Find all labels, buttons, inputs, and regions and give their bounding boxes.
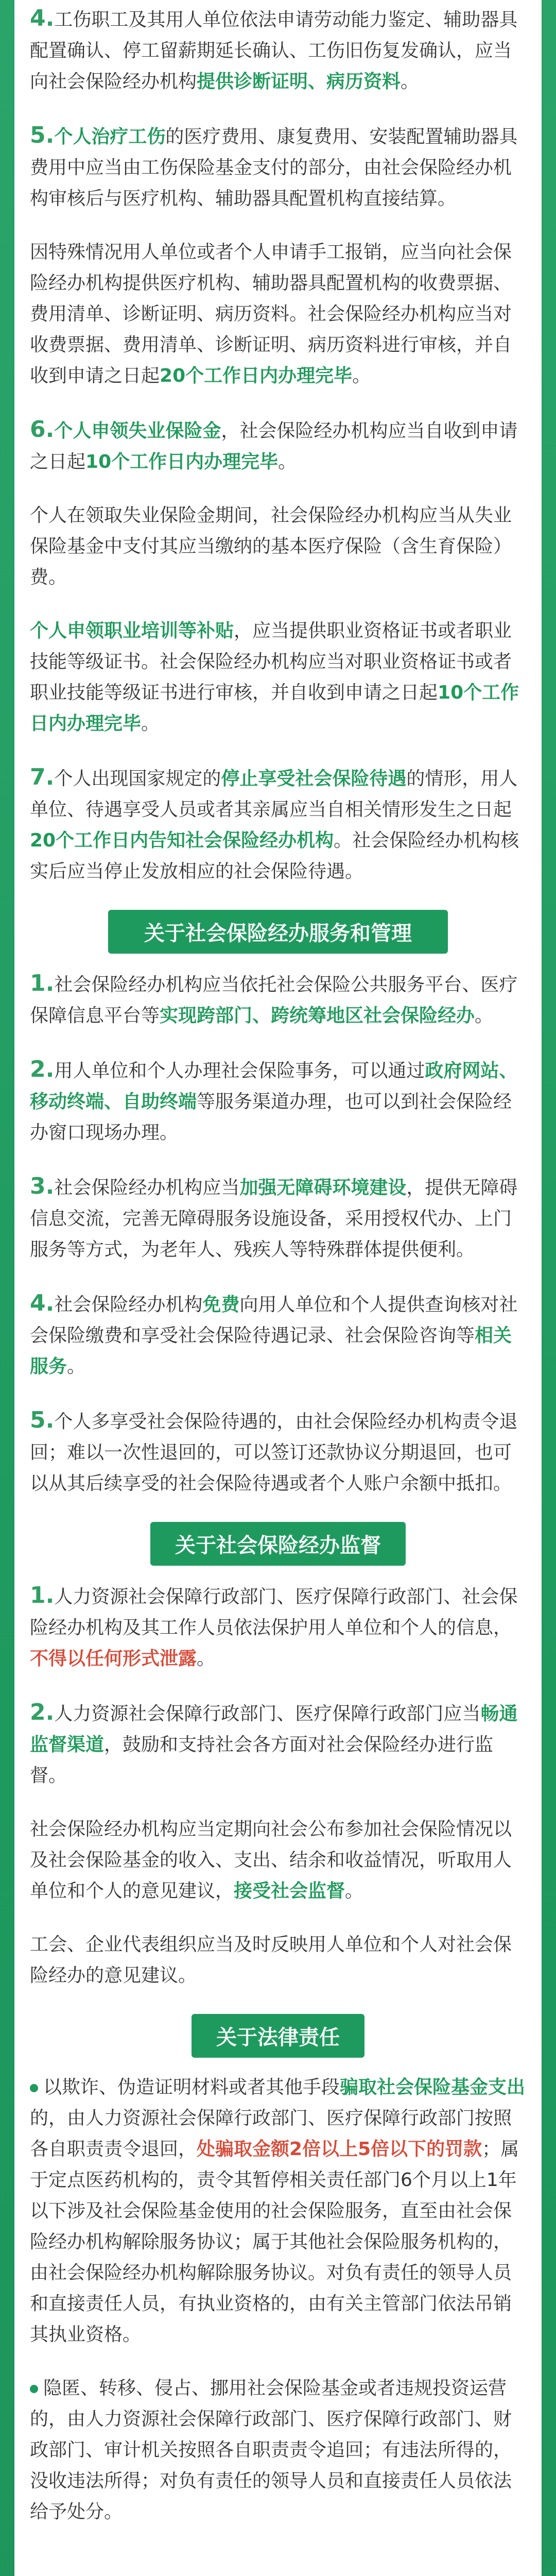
body-text: 。 <box>345 1880 364 1902</box>
highlight-text: 10个工作日内办理完毕 <box>85 451 279 472</box>
numbered-item <box>30 1171 526 1265</box>
highlight-text: 提供诊断证明、病历资料 <box>197 71 401 92</box>
body-text: 人力资源社会保障行政部门、医疗保障行政部门应当 <box>54 1703 481 1724</box>
item-number: 2. <box>30 1056 55 1082</box>
item-number: 7. <box>30 764 55 790</box>
numbered-item <box>30 1697 526 1791</box>
numbered-item <box>30 120 526 214</box>
paragraph <box>30 1929 526 1991</box>
body-text: 个人在领取失业保险金期间，社会保险经办机构应当从失业保险基金中支付其应当缴纳的基本医疗保险（含生育保险）费。 <box>30 505 512 588</box>
numbered-item <box>30 762 526 887</box>
body-text: 工伤职工及其用人单位依法申请劳动能力鉴定、辅助器具配置确认、停工留薪期延长确认、工伤旧伤复发确认，应当向社会保险经办机构 <box>30 9 518 92</box>
highlight-text: 加强无障碍环境建设 <box>239 1177 407 1198</box>
numbered-item <box>30 1054 526 1148</box>
item-number: 2. <box>30 1699 55 1725</box>
body-text: 社会保险经办机构应当定期向社会公布参加社会保险情况以及社会保险基金的收入、支出、结余和收益情况，听取用人单位和个人的意见建议， <box>30 1819 512 1902</box>
highlight-text: 停止享受社会保险待遇 <box>221 768 407 789</box>
highlight-text: 实现跨部门、跨统筹地区社会保险经办 <box>160 1005 475 1026</box>
item-number: 4. <box>30 1290 55 1316</box>
body-text: ，提供无障碍信息交流，完善无障碍服务设施设备，采用授权代办、上门服务等方式，为老年人、残疾人等特殊群体提供便利。 <box>30 1177 518 1260</box>
paragraph <box>30 500 526 593</box>
highlight-text: 个人治疗工伤 <box>54 126 166 147</box>
body-text: 向用人单位和个人提供查询核对社会保险缴费和享受社会保险待遇记录、社会保险咨询等 <box>30 1294 518 1346</box>
body-text: 。社会保险经办机构核实后应当停止发放相应的社会保险待遇。 <box>30 830 519 882</box>
highlight-text: 不得以任何形式泄露 <box>30 1648 197 1669</box>
item-number: 1. <box>30 1582 55 1608</box>
highlight-text: 20个工作日内告知社会保险经办机构 <box>30 830 334 851</box>
highlight-text: 畅通监督渠道 <box>30 1703 518 1755</box>
highlight-text: 相关服务 <box>30 1325 512 1377</box>
bullet-dot-icon <box>30 2385 38 2393</box>
section-heading-wrap <box>30 910 526 954</box>
body-text: ，鼓励和支持社会各方面对社会保险经办进行监督。 <box>30 1734 494 1786</box>
bullet-dot-icon <box>30 2084 38 2092</box>
body-text: 。 <box>197 1648 216 1669</box>
bullet-item <box>30 2373 526 2528</box>
body-text: ；属于定点医药机构的，责令其暂停相关责任部门6个月以上1年以下涉及社会保险基金使用的社会保险服务，直至由社会保险经办机构解除服务协议；属于其他社会保险服务机构的，由社会保险经办机构解除服务协议。对负有责任的领导人员和直接责任人员，有执业资格的，由有关主管部门依法吊销其执业资格。 <box>30 2139 519 2345</box>
section-heading-wrap <box>30 1522 526 1566</box>
body-text: 以欺诈、伪造证明材料或者其他手段 <box>43 2077 340 2098</box>
body-text: 社会保险经办机构应当 <box>54 1177 240 1198</box>
body-text: 。 <box>67 1356 86 1377</box>
item-number: 5. <box>30 1407 55 1433</box>
highlight-text: 处骗取金额2倍以上5倍以下的罚款 <box>197 2139 482 2160</box>
body-text: 。 <box>352 365 371 386</box>
body-text: 工会、企业代表组织应当及时反映用人单位和个人对社会保险经办的意见建议。 <box>30 1934 512 1986</box>
section-heading: 关于社会保险经办服务和管理 <box>108 910 448 954</box>
numbered-item <box>30 968 526 1031</box>
body-text: 社会保险经办机构应当依托社会保险公共服务平台、医疗保障信息平台等 <box>30 974 518 1026</box>
body-text: ，社会保险经办机构应当自收到申请之日起 <box>30 420 518 472</box>
body-text: 的医疗费用、康复费用、安装配置辅助器具费用中应当由工伤保险基金支付的部分，由社会保险经办机构审核后与医疗机构、辅助器具配置机构直接结算。 <box>30 126 518 209</box>
highlight-text: 个人申领职业培训等补贴 <box>30 620 234 641</box>
body-text: 个人出现国家规定的 <box>54 768 221 789</box>
paragraph <box>30 237 526 392</box>
body-text: 的，由人力资源社会保障行政部门、医疗保障行政部门按照各自职责责令退回， <box>30 2108 512 2160</box>
body-text: 用人单位和个人办理社会保险事务，可以通过 <box>54 1060 425 1081</box>
highlight-text: 20个工作日内办理完毕 <box>160 365 353 386</box>
item-number: 1. <box>30 970 55 996</box>
highlight-text: 免费 <box>202 1294 240 1315</box>
body-text: 隐匿、转移、侵占、挪用社会保险基金或者违规投资运营的，由人力资源社会保障行政部门、医疗保障行政部门、财政部门、审计机关按照各自职责责令追回；有违法所得的，没收违法所得；对负有责任的领导人员和直接责任人员依法给予处分。 <box>30 2378 512 2522</box>
item-number: 3. <box>30 1173 55 1199</box>
bullet-item <box>30 2072 526 2350</box>
body-text: 。 <box>278 451 297 472</box>
paragraph <box>30 616 526 739</box>
item-number: 4. <box>30 5 55 31</box>
body-text: 。 <box>401 71 420 92</box>
section-heading-wrap <box>30 2014 526 2058</box>
body-text: 人力资源社会保障行政部门、医疗保障行政部门、社会保险经办机构及其工作人员依法保护用人单位和个人的信息， <box>30 1586 518 1638</box>
numbered-item <box>30 1405 526 1499</box>
numbered-item <box>30 3 526 97</box>
content-body <box>30 3 526 2550</box>
item-number: 6. <box>30 416 55 443</box>
highlight-text: 接受社会监督 <box>234 1880 345 1902</box>
numbered-item <box>30 1288 526 1382</box>
highlight-text: 个人申领失业保险金 <box>54 420 221 442</box>
highlight-text: 10个工作日内办理完毕 <box>30 682 519 734</box>
body-text: 。 <box>475 1005 494 1026</box>
body-text: 因特殊情况用人单位或者个人申请手工报销，应当向社会保险经办机构提供医疗机构、辅助器具配置机构的收费票据、费用清单、诊断证明、病历资料。社会保险经办机构应当对收费票据、费用清单、诊断证明、病历资料进行审核，并自收到申请之日起 <box>30 242 512 386</box>
paragraph <box>30 1814 526 1907</box>
highlight-text: 政府网站、移动终端、自助终端 <box>30 1060 518 1112</box>
body-text: 的情形，用人单位、待遇享受人员或者其亲属应当自相关情形发生之日起 <box>30 768 518 820</box>
section-heading: 关于法律责任 <box>192 2014 364 2058</box>
body-text: 等服务渠道办理，也可以到社会保险经办窗口现场办理。 <box>30 1091 512 1143</box>
numbered-item <box>30 414 526 478</box>
body-text: 社会保险经办机构 <box>54 1294 203 1315</box>
item-number: 5. <box>30 122 55 148</box>
section-heading: 关于社会保险经办监督 <box>150 1522 406 1566</box>
body-text: 个人多享受社会保险待遇的，由社会保险经办机构责令退回；难以一次性退回的，可以签订还款协议分期退回，也可以从其后续享受的社会保险待遇或者个人账户余额中抵扣。 <box>30 1411 518 1494</box>
body-text: ，应当提供职业资格证书或者职业技能等级证书。社会保险经办机构应当对职业资格证书或者职业技能等级证书进行审核，并自收到申请之日起 <box>30 620 512 703</box>
highlight-text: 骗取社会保险基金支出 <box>340 2077 526 2098</box>
numbered-item <box>30 1580 526 1674</box>
body-text: 。 <box>141 713 160 734</box>
